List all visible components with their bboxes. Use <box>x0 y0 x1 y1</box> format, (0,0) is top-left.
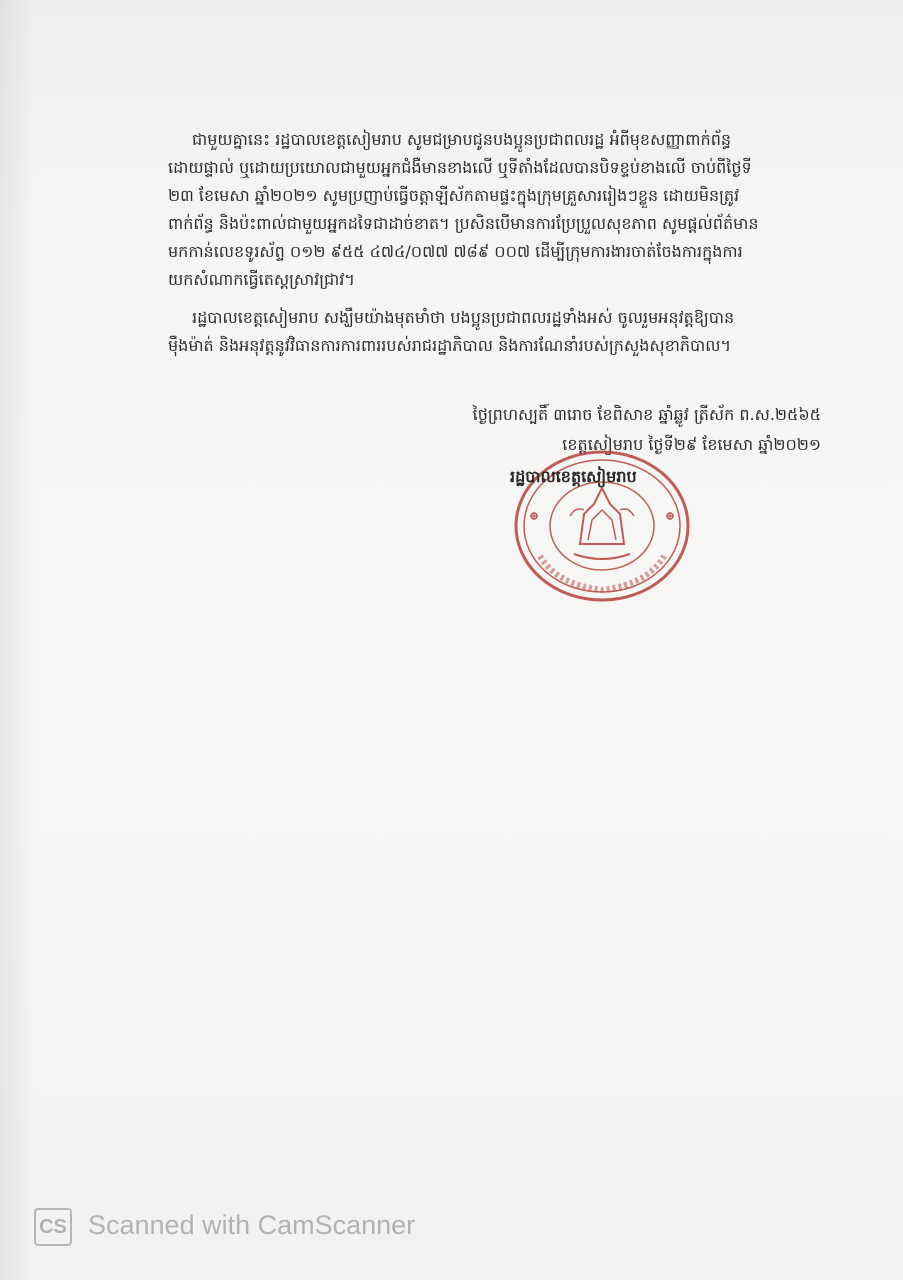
paragraph-line: ពាក់ព័ន្ធ និងប៉ះពាល់ជាមួយអ្នកដទៃជាដាច់ខាត។ ប្រសិនបើមានការប្រែប្រួលសុខភាព សូមផ្តល់ព័ត៌មាន <box>168 214 759 233</box>
letter-body <box>168 126 818 360</box>
paragraph-line: ម៉ឺងម៉ាត់ និងអនុវត្តនូវវិធានការការពាររបស់រាជរដ្ឋាភិបាល និងការណែនាំរបស់ក្រសួងសុខាភិបាល។ <box>168 336 731 355</box>
signing-office-name: រដ្ឋបាលខេត្តសៀមរាប <box>510 467 637 486</box>
date-solar: ខេត្តសៀមរាប ថ្ងៃទី២៩ ខែមេសា ឆ្នាំ២០២១ <box>562 435 821 454</box>
camscanner-logo-icon: CS <box>34 1208 72 1246</box>
paragraph-line: មកកាន់លេខទូរស័ព្ទ ០១២ ៩៥៥ ៤៧៤/០៧៧ ៧៨៩ ០០៧ ដើម្បីក្រុមការងារចាត់ចែងការក្នុងការ <box>168 242 743 261</box>
paragraph-line: ២៣ ខែមេសា ឆ្នាំ២០២១ សូមប្រញាប់ធ្វើចត្តាឡីស័កតាមផ្ទះក្នុងក្រុមគ្រួសាររៀងៗខ្លួន ដោយមិនត្រូវ <box>168 186 740 205</box>
watermark-text: Scanned with CamScanner <box>88 1210 416 1240</box>
date-lunar: ថ្ងៃព្រហស្បតិ៍ ៣រោច ខែពិសាខ ឆ្នាំឆ្លូវ ត្រីស័ក ព.ស.២៥៦៥ <box>472 405 821 424</box>
paragraph-line: រដ្ឋបាលខេត្តសៀមរាប សង្ឃឹមយ៉ាងមុតមាំថា បងប្អូនប្រជាពលរដ្ឋទាំងអស់ ចូលរួមអនុវត្តឱ្យបាន <box>192 308 735 327</box>
page-edge-shadow <box>0 0 34 1280</box>
paragraph-appeal <box>168 304 818 360</box>
paragraph-line: យកសំណាកធ្វើតេស្តស្រាវជ្រាវ។ <box>168 270 355 289</box>
camscanner-watermark <box>34 1206 484 1250</box>
paragraph-line: ដោយផ្ទាល់ ឬដោយប្រយោលជាមួយអ្នកជំងឺមានខាងលើ ឬទីតាំងដែលបានបិទខ្ទប់ខាងលើ ចាប់ពីថ្ងៃទី <box>168 158 752 177</box>
paragraph-line: ជាមួយគ្នានេះ រដ្ឋបាលខេត្តសៀមរាប សូមជម្រាបជូនបងប្អូនប្រជាពលរដ្ឋ អំពីមុខសញ្ញាពាក់ព័ន្ធ <box>192 130 732 149</box>
paragraph-notice <box>168 126 818 294</box>
